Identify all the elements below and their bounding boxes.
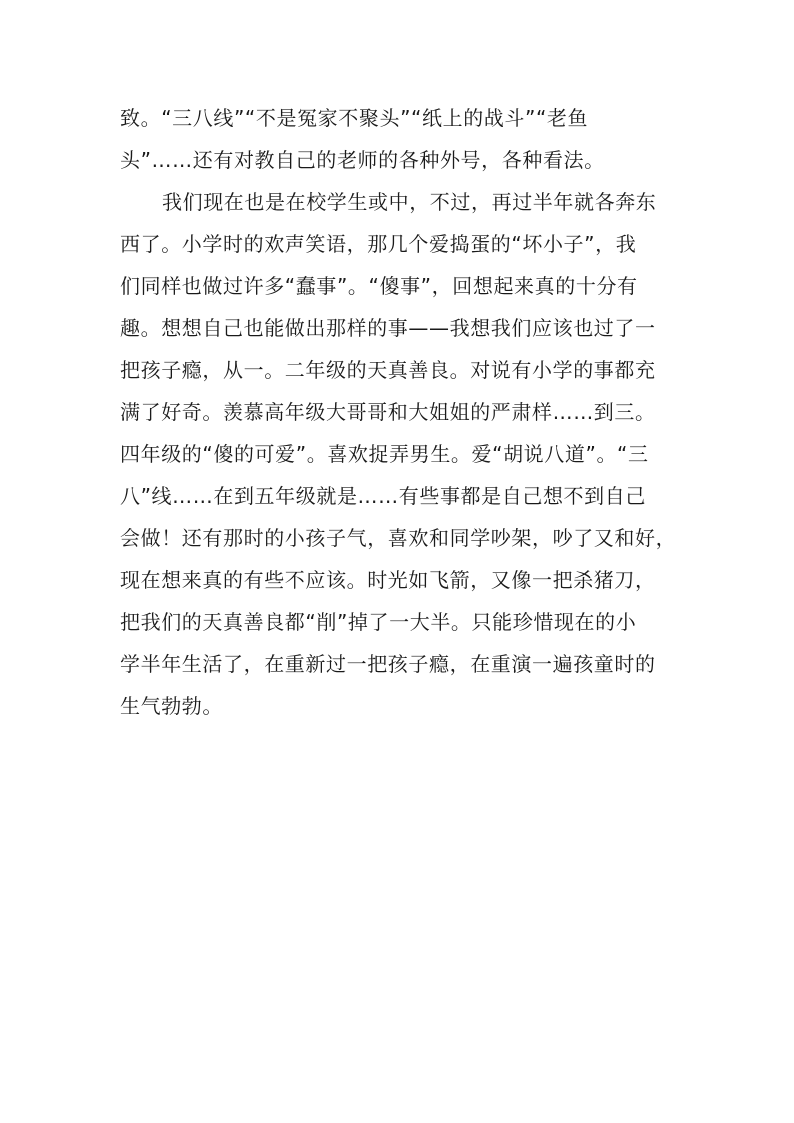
- text-line-6: 趣。想想自己也能做出那样的事——我想我们应该也过了一: [120, 316, 656, 340]
- text-line-5: 们同样也做过许多“蠢事”。“傻事”，回想起来真的十分有: [120, 274, 638, 298]
- text-line-13: 把我们的天真善良都“削”掉了一大半。只能珍惜现在的小: [120, 610, 637, 634]
- text-line-14: 学半年生活了，在重新过一把孩子瘾，在重演一遍孩童时的: [120, 652, 656, 676]
- text-line-12: 现在想来真的有些不应该。时光如飞箭，又像一把杀猪刀，: [120, 568, 656, 592]
- text-line-15: 生气勃勃。: [120, 694, 223, 718]
- text-line-9: 四年级的“傻的可爱”。喜欢捉弄男生。爱“胡说八道”。“三: [120, 442, 649, 466]
- text-line-11: 会做！还有那时的小孩子气，喜欢和同学吵架，吵了又和好，: [120, 526, 677, 550]
- text-line-2: 头”……还有对教自己的老师的各种外号，各种看法。: [120, 148, 605, 172]
- text-line-10: 八”线……在到五年级就是……有些事都是自己想不到自己: [120, 484, 646, 508]
- text-line-7: 把孩子瘾，从一。二年级的天真善良。对说有小学的事都充: [120, 358, 656, 382]
- text-line-8: 满了好奇。羡慕高年级大哥哥和大姐姐的严肃样……到三。: [120, 400, 656, 424]
- text-line-1: 致。“三八线”“不是冤家不聚头”“纸上的战斗”“老鱼: [120, 106, 589, 130]
- text-line-3: 我们现在也是在校学生或中，不过，再过半年就各奔东: [162, 190, 657, 214]
- text-line-4: 西了。小学时的欢声笑语，那几个爱捣蛋的“坏小子”，我: [120, 232, 637, 256]
